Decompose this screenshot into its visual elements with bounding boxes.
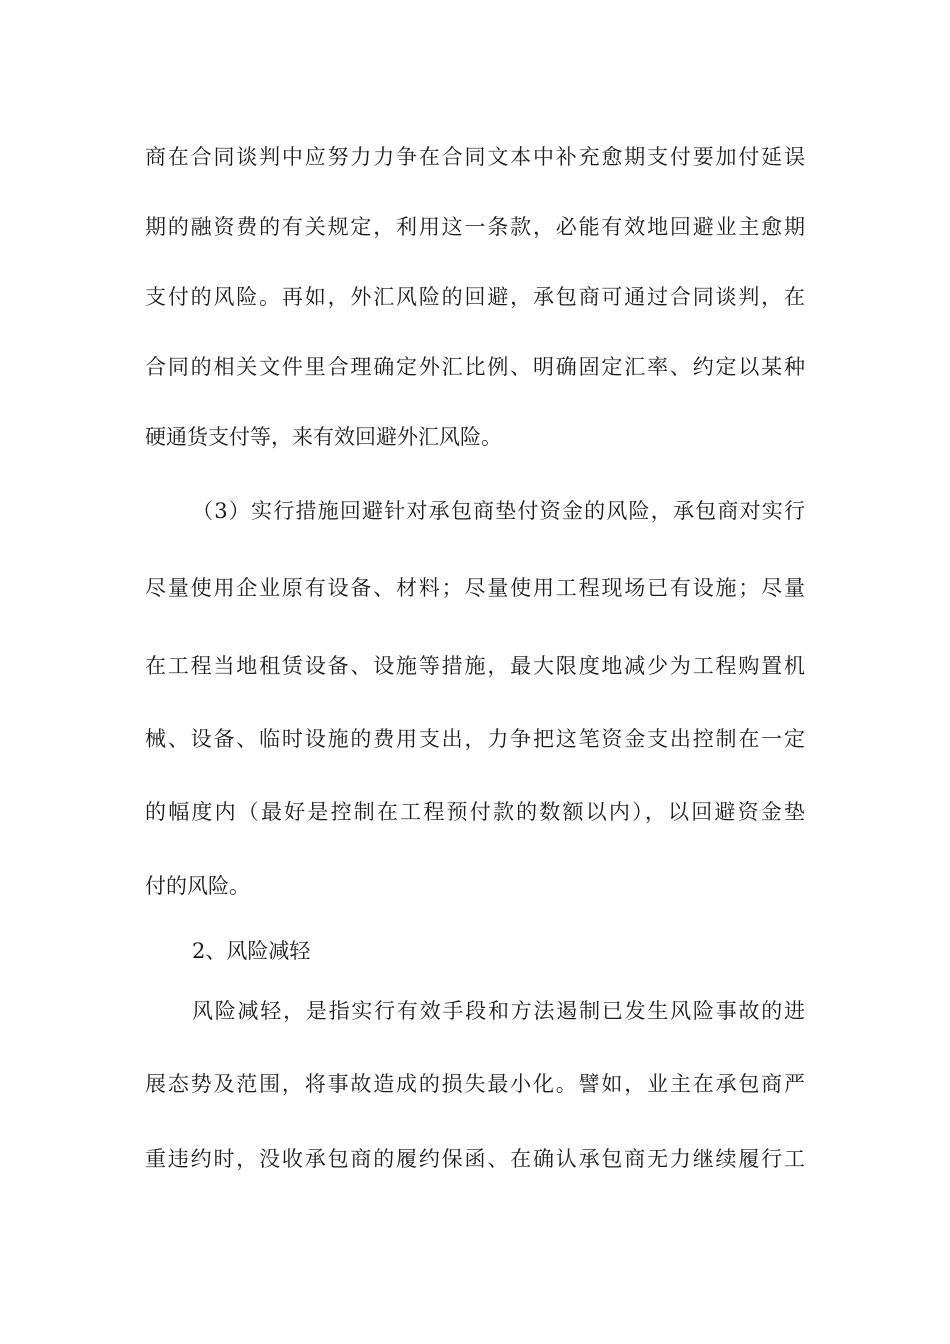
text-line: 商在合同谈判中应努力力争在合同文本中补充愈期支付要加付延误 [145,145,805,169]
paragraph-first-line: 风险减轻，是指实行有效手段和方法遏制已发生风险事故的进 [192,999,805,1023]
text-line: 尽量使用企业原有设备、材料；尽量使用工程现场已有设施；尽量 [145,576,805,600]
text-line: 械、设备、临时设施的费用支出，力争把这笔资金支出控制在一定 [145,727,805,751]
text-line: 付的风险。 [145,874,250,898]
section-heading: 2、风险减轻 [192,939,311,963]
text-line: 硬通货支付等，来有效回避外汇风险。 [145,425,502,449]
text-line: 的幅度内（最好是控制在工程预付款的数额以内），以回避资金垫 [145,800,805,824]
paragraph-first-line: （3）实行措施回避针对承包商垫付资金的风险，承包商对实行 [192,499,805,523]
text-line: 支付的风险。再如，外汇风险的回避，承包商可通过合同谈判，在 [145,285,805,309]
text-line: 合同的相关文件里合理确定外汇比例、明确固定汇率、约定以某种 [145,355,805,379]
text-line: 展态势及范围，将事故造成的损失最小化。譬如，业主在承包商严 [145,1072,805,1096]
text-line: 重违约时，没收承包商的履约保函、在确认承包商无力继续履行工 [145,1147,805,1171]
text-line: 在工程当地租赁设备、设施等措施，最大限度地减少为工程购置机 [145,654,805,678]
text-line: 期的融资费的有关规定，利用这一条款，必能有效地回避业主愈期 [145,215,805,239]
